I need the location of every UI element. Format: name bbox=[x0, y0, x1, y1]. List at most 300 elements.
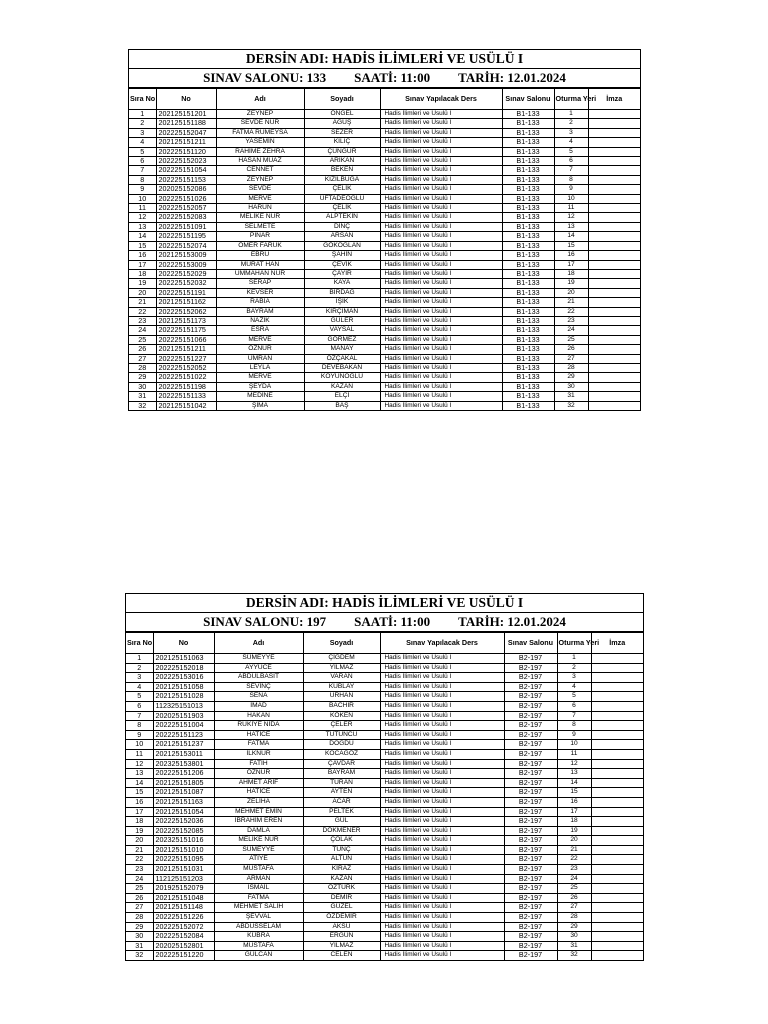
table-row bbox=[129, 138, 640, 147]
table-row bbox=[126, 913, 643, 923]
cell-order: 27 bbox=[126, 903, 153, 913]
cell-signature bbox=[591, 836, 643, 846]
cell-room: B2-197 bbox=[504, 797, 557, 807]
cell-name: SERAP bbox=[216, 279, 304, 288]
cell-order: 21 bbox=[126, 845, 153, 855]
cell-signature bbox=[588, 128, 640, 137]
cell-order: 12 bbox=[126, 759, 153, 769]
cell-signature bbox=[588, 345, 640, 354]
cell-order: 28 bbox=[129, 363, 156, 372]
cell-surname: KILIÇ bbox=[304, 138, 380, 147]
cell-course: Hadis İlimleri ve Usulü I bbox=[380, 941, 504, 951]
cell-seat: 9 bbox=[554, 185, 588, 194]
col-header-seat: Oturma Yeri bbox=[557, 633, 591, 654]
cell-seat: 22 bbox=[554, 307, 588, 316]
cell-surname: BİRDAĞ bbox=[304, 288, 380, 297]
cell-course: Hadis İlimleri ve Usulü I bbox=[380, 241, 502, 250]
cell-course: Hadis İlimleri ve Usulü I bbox=[380, 817, 504, 827]
cell-room: B1-133 bbox=[502, 260, 554, 269]
table-row bbox=[126, 730, 643, 740]
table-row bbox=[126, 855, 643, 865]
cell-no: 202125151054 bbox=[153, 807, 214, 817]
exam-sheet-2 bbox=[125, 593, 644, 961]
cell-surname: ALPTEKİN bbox=[304, 213, 380, 222]
cell-room: B2-197 bbox=[504, 730, 557, 740]
cell-no: 202125151028 bbox=[153, 692, 214, 702]
cell-name: ÖZNUR bbox=[214, 769, 303, 779]
cell-name: MEHMET SALİH bbox=[214, 903, 303, 913]
cell-seat: 31 bbox=[554, 392, 588, 401]
cell-room: B1-133 bbox=[502, 382, 554, 391]
cell-course: Hadis İlimleri ve Usulü I bbox=[380, 345, 502, 354]
cell-signature bbox=[591, 711, 643, 721]
cell-order: 27 bbox=[129, 354, 156, 363]
cell-room: B1-133 bbox=[502, 316, 554, 325]
cell-no: 202225151022 bbox=[156, 373, 216, 382]
cell-surname: ÇAYIR bbox=[304, 269, 380, 278]
cell-course: Hadis İlimleri ve Usulü I bbox=[380, 363, 502, 372]
cell-course: Hadis İlimleri ve Usulü I bbox=[380, 663, 504, 673]
cell-name: CENNET bbox=[216, 166, 304, 175]
header-row bbox=[126, 633, 643, 654]
cell-course: Hadis İlimleri ve Usulü I bbox=[380, 326, 502, 335]
cell-room: B2-197 bbox=[504, 845, 557, 855]
cell-no: 202125151805 bbox=[153, 778, 214, 788]
cell-name: NAZIK bbox=[216, 316, 304, 325]
cell-order: 31 bbox=[129, 392, 156, 401]
cell-order: 7 bbox=[129, 166, 156, 175]
cell-surname: TURAN bbox=[303, 778, 380, 788]
cell-surname: ÖZÇAKAL bbox=[304, 354, 380, 363]
cell-signature bbox=[588, 166, 640, 175]
cell-seat: 7 bbox=[557, 711, 591, 721]
cell-room: B2-197 bbox=[504, 903, 557, 913]
cell-seat: 2 bbox=[554, 119, 588, 128]
cell-order: 20 bbox=[129, 288, 156, 297]
cell-signature bbox=[591, 893, 643, 903]
cell-seat: 6 bbox=[554, 157, 588, 166]
cell-surname: KIZILBUĞA bbox=[304, 175, 380, 184]
cell-surname: ÖZTÜRK bbox=[303, 884, 380, 894]
cell-surname: ACAR bbox=[303, 797, 380, 807]
cell-course: Hadis İlimleri ve Usulü I bbox=[380, 740, 504, 750]
cell-name: SEVDE NUR bbox=[216, 119, 304, 128]
cell-signature bbox=[591, 749, 643, 759]
header-row bbox=[129, 89, 640, 110]
table-row bbox=[126, 951, 643, 960]
cell-room: B1-133 bbox=[502, 345, 554, 354]
cell-signature bbox=[588, 373, 640, 382]
cell-room: B1-133 bbox=[502, 279, 554, 288]
cell-surname: ÖNGEL bbox=[304, 110, 380, 119]
cell-surname: AYTEN bbox=[303, 788, 380, 798]
cell-seat: 7 bbox=[554, 166, 588, 175]
cell-signature bbox=[591, 759, 643, 769]
cell-surname: IŞIK bbox=[304, 298, 380, 307]
cell-seat: 12 bbox=[557, 759, 591, 769]
cell-signature bbox=[591, 663, 643, 673]
cell-course: Hadis İlimleri ve Usulü I bbox=[380, 204, 502, 213]
cell-surname: SEZER bbox=[304, 128, 380, 137]
cell-room: B1-133 bbox=[502, 204, 554, 213]
cell-name: FATMA bbox=[214, 740, 303, 750]
cell-no: 112325151013 bbox=[153, 701, 214, 711]
cell-seat: 23 bbox=[554, 316, 588, 325]
cell-no: 202225151066 bbox=[156, 335, 216, 344]
cell-room: B1-133 bbox=[502, 138, 554, 147]
cell-room: B1-133 bbox=[502, 185, 554, 194]
cell-course: Hadis İlimleri ve Usulü I bbox=[380, 298, 502, 307]
cell-surname: ÇUNGUR bbox=[304, 147, 380, 156]
cell-signature bbox=[588, 119, 640, 128]
col-header-room: Sınav Salonu bbox=[502, 89, 554, 110]
table-row bbox=[129, 213, 640, 222]
cell-seat: 13 bbox=[554, 222, 588, 231]
cell-course: Hadis İlimleri ve Usulü I bbox=[380, 401, 502, 410]
cell-course: Hadis İlimleri ve Usulü I bbox=[380, 251, 502, 260]
cell-room: B1-133 bbox=[502, 222, 554, 231]
cell-name: ESRA bbox=[216, 326, 304, 335]
cell-room: B1-133 bbox=[502, 354, 554, 363]
col-header-no: No bbox=[156, 89, 216, 110]
cell-surname: ARSAN bbox=[304, 232, 380, 241]
cell-no: 202225152084 bbox=[153, 932, 214, 942]
cell-signature bbox=[588, 354, 640, 363]
table-row bbox=[129, 373, 640, 382]
cell-order: 16 bbox=[129, 251, 156, 260]
cell-seat: 11 bbox=[557, 749, 591, 759]
cell-course: Hadis İlimleri ve Usulü I bbox=[380, 807, 504, 817]
cell-order: 3 bbox=[126, 673, 153, 683]
cell-room: B2-197 bbox=[504, 673, 557, 683]
col-header-seat: Oturma Yeri bbox=[554, 89, 588, 110]
cell-seat: 13 bbox=[557, 769, 591, 779]
cell-room: B1-133 bbox=[502, 166, 554, 175]
cell-name: SELMETE bbox=[216, 222, 304, 231]
cell-seat: 16 bbox=[557, 797, 591, 807]
cell-room: B1-133 bbox=[502, 392, 554, 401]
cell-name: BAYRAM bbox=[216, 307, 304, 316]
cell-course: Hadis İlimleri ve Usulü I bbox=[380, 260, 502, 269]
cell-no: 202225151004 bbox=[153, 721, 214, 731]
table-row bbox=[126, 721, 643, 731]
cell-course: Hadis İlimleri ve Usulü I bbox=[380, 845, 504, 855]
cell-surname: VARAN bbox=[303, 673, 380, 683]
table-row bbox=[126, 903, 643, 913]
cell-room: B2-197 bbox=[504, 721, 557, 731]
cell-name: DAMLA bbox=[214, 826, 303, 836]
cell-order: 11 bbox=[129, 204, 156, 213]
cell-order: 28 bbox=[126, 913, 153, 923]
cell-name: ÖMER FARUK bbox=[216, 241, 304, 250]
cell-surname: KOCAGÖZ bbox=[303, 749, 380, 759]
cell-seat: 17 bbox=[554, 260, 588, 269]
cell-room: B1-133 bbox=[502, 194, 554, 203]
cell-name: ZEYNEP bbox=[216, 110, 304, 119]
cell-course: Hadis İlimleri ve Usulü I bbox=[380, 865, 504, 875]
cell-no: 202225151054 bbox=[156, 166, 216, 175]
cell-no: 202225151153 bbox=[156, 175, 216, 184]
cell-name: SENA bbox=[214, 692, 303, 702]
cell-order: 10 bbox=[126, 740, 153, 750]
cell-seat: 5 bbox=[557, 692, 591, 702]
cell-room: B2-197 bbox=[504, 884, 557, 894]
cell-course: Hadis İlimleri ve Usulü I bbox=[380, 913, 504, 923]
cell-room: B1-133 bbox=[502, 128, 554, 137]
cell-seat: 31 bbox=[557, 941, 591, 951]
cell-room: B1-133 bbox=[502, 213, 554, 222]
cell-seat: 1 bbox=[554, 110, 588, 119]
cell-surname: DOĞDU bbox=[303, 740, 380, 750]
cell-signature bbox=[588, 147, 640, 156]
table-row bbox=[126, 778, 643, 788]
cell-seat: 32 bbox=[554, 401, 588, 410]
cell-seat: 26 bbox=[554, 345, 588, 354]
col-header-surname: Soyadı bbox=[304, 89, 380, 110]
cell-surname: KAZAN bbox=[303, 874, 380, 884]
cell-seat: 15 bbox=[557, 788, 591, 798]
cell-order: 1 bbox=[129, 110, 156, 119]
cell-order: 26 bbox=[129, 345, 156, 354]
cell-order: 5 bbox=[126, 692, 153, 702]
cell-name: FATİH bbox=[214, 759, 303, 769]
cell-room: B1-133 bbox=[502, 175, 554, 184]
cell-no: 202225151175 bbox=[156, 326, 216, 335]
cell-no: 202225152023 bbox=[156, 157, 216, 166]
cell-no: 202225152072 bbox=[153, 922, 214, 932]
cell-no: 202225151198 bbox=[156, 382, 216, 391]
course-title: DERSİN ADI: HADİS İLİMLERİ VE USÜLÜ I bbox=[126, 594, 643, 613]
cell-surname: ÖZDEMİR bbox=[303, 913, 380, 923]
cell-order: 24 bbox=[126, 874, 153, 884]
cell-order: 12 bbox=[129, 213, 156, 222]
cell-signature bbox=[591, 778, 643, 788]
cell-no: 202025151903 bbox=[153, 711, 214, 721]
cell-room: B2-197 bbox=[504, 654, 557, 664]
cell-signature bbox=[588, 251, 640, 260]
exam-info-row bbox=[129, 69, 640, 88]
cell-no: 202125151148 bbox=[153, 903, 214, 913]
cell-seat: 11 bbox=[554, 204, 588, 213]
cell-surname: ÇELER bbox=[303, 721, 380, 731]
cell-name: AHMET ARİF bbox=[214, 778, 303, 788]
cell-signature bbox=[588, 269, 640, 278]
cell-name: MUSTAFA bbox=[214, 865, 303, 875]
cell-signature bbox=[588, 401, 640, 410]
cell-seat: 22 bbox=[557, 855, 591, 865]
cell-no: 202125153011 bbox=[153, 749, 214, 759]
cell-surname: KÖKEN bbox=[303, 711, 380, 721]
cell-no: 202125151031 bbox=[153, 865, 214, 875]
cell-order: 7 bbox=[126, 711, 153, 721]
cell-signature bbox=[588, 392, 640, 401]
cell-no: 202225151026 bbox=[156, 194, 216, 203]
cell-seat: 28 bbox=[554, 363, 588, 372]
cell-room: B1-133 bbox=[502, 363, 554, 372]
cell-course: Hadis İlimleri ve Usulü I bbox=[380, 673, 504, 683]
cell-seat: 12 bbox=[554, 213, 588, 222]
cell-name: FATMA RUMEYSA bbox=[216, 128, 304, 137]
cell-no: 202225151191 bbox=[156, 288, 216, 297]
cell-room: B2-197 bbox=[504, 663, 557, 673]
cell-no: 202225151227 bbox=[156, 354, 216, 363]
cell-surname: ÇİĞDEM bbox=[303, 654, 380, 664]
cell-signature bbox=[588, 194, 640, 203]
table-row bbox=[129, 260, 640, 269]
table-row bbox=[126, 884, 643, 894]
cell-room: B2-197 bbox=[504, 711, 557, 721]
cell-course: Hadis İlimleri ve Usulü I bbox=[380, 185, 502, 194]
cell-seat: 30 bbox=[554, 382, 588, 391]
cell-no: 202225151120 bbox=[156, 147, 216, 156]
exam-room: SINAV SALONU: 197 bbox=[203, 614, 327, 629]
cell-room: B1-133 bbox=[502, 251, 554, 260]
col-header-course: Sınav Yapılacak Ders bbox=[380, 633, 504, 654]
cell-room: B2-197 bbox=[504, 951, 557, 960]
cell-signature bbox=[588, 260, 640, 269]
cell-seat: 26 bbox=[557, 893, 591, 903]
cell-order: 17 bbox=[126, 807, 153, 817]
cell-order: 11 bbox=[126, 749, 153, 759]
col-header-order: Sıra No bbox=[126, 633, 153, 654]
cell-room: B2-197 bbox=[504, 913, 557, 923]
cell-room: B1-133 bbox=[502, 288, 554, 297]
cell-signature bbox=[588, 204, 640, 213]
cell-surname: CELEN bbox=[303, 951, 380, 960]
cell-course: Hadis İlimleri ve Usulü I bbox=[380, 874, 504, 884]
cell-name: EBRU bbox=[216, 251, 304, 260]
cell-signature bbox=[588, 298, 640, 307]
cell-order: 23 bbox=[129, 316, 156, 325]
cell-order: 30 bbox=[129, 382, 156, 391]
cell-surname: ÇOLAK bbox=[303, 836, 380, 846]
cell-seat: 18 bbox=[554, 269, 588, 278]
cell-seat: 27 bbox=[557, 903, 591, 913]
cell-order: 9 bbox=[129, 185, 156, 194]
cell-room: B1-133 bbox=[502, 157, 554, 166]
cell-signature bbox=[591, 721, 643, 731]
table-row bbox=[126, 922, 643, 932]
cell-seat: 18 bbox=[557, 817, 591, 827]
cell-surname: YILMAZ bbox=[303, 663, 380, 673]
cell-seat: 8 bbox=[554, 175, 588, 184]
cell-name: ŞİMA bbox=[216, 401, 304, 410]
cell-no: 202225152083 bbox=[156, 213, 216, 222]
cell-name: ABDULBASIT bbox=[214, 673, 303, 683]
table-row bbox=[126, 893, 643, 903]
cell-signature bbox=[591, 951, 643, 960]
table-row bbox=[126, 749, 643, 759]
cell-surname: ELÇİ bbox=[304, 392, 380, 401]
cell-name: AYYÜCE bbox=[214, 663, 303, 673]
cell-surname: ÜFTADEOĞLU bbox=[304, 194, 380, 203]
cell-room: B1-133 bbox=[502, 307, 554, 316]
student-rows bbox=[129, 110, 640, 411]
cell-room: B2-197 bbox=[504, 682, 557, 692]
cell-seat: 16 bbox=[554, 251, 588, 260]
cell-surname: TUTUNCU bbox=[303, 730, 380, 740]
cell-course: Hadis İlimleri ve Usulü I bbox=[380, 110, 502, 119]
cell-no: 202125151087 bbox=[153, 788, 214, 798]
cell-order: 14 bbox=[129, 232, 156, 241]
cell-order: 14 bbox=[126, 778, 153, 788]
cell-seat: 19 bbox=[554, 279, 588, 288]
cell-name: ZEYNEP bbox=[216, 175, 304, 184]
cell-name: ŞEYDA bbox=[216, 382, 304, 391]
cell-surname: KUBLAY bbox=[303, 682, 380, 692]
cell-surname: KOYUNOĞLU bbox=[304, 373, 380, 382]
cell-course: Hadis İlimleri ve Usulü I bbox=[380, 711, 504, 721]
exam-room: SINAV SALONU: 133 bbox=[203, 70, 327, 85]
cell-room: B2-197 bbox=[504, 740, 557, 750]
cell-name: ATİYE bbox=[214, 855, 303, 865]
cell-course: Hadis İlimleri ve Usulü I bbox=[380, 749, 504, 759]
cell-seat: 23 bbox=[557, 865, 591, 875]
cell-no: 202125151063 bbox=[153, 654, 214, 664]
table-row bbox=[126, 654, 643, 664]
cell-no: 202225152036 bbox=[153, 817, 214, 827]
cell-name: İBRAHİM EREN bbox=[214, 817, 303, 827]
cell-signature bbox=[588, 138, 640, 147]
exam-date: TARİH: 12.01.2024 bbox=[458, 614, 566, 629]
cell-room: B1-133 bbox=[502, 373, 554, 382]
cell-signature bbox=[591, 788, 643, 798]
cell-seat: 6 bbox=[557, 701, 591, 711]
cell-name: GÜLCAN bbox=[214, 951, 303, 960]
cell-signature bbox=[591, 903, 643, 913]
cell-course: Hadis İlimleri ve Usulü I bbox=[380, 354, 502, 363]
cell-name: ABDUSSELAM bbox=[214, 922, 303, 932]
cell-course: Hadis İlimleri ve Usulü I bbox=[380, 232, 502, 241]
cell-seat: 4 bbox=[557, 682, 591, 692]
cell-room: B2-197 bbox=[504, 874, 557, 884]
cell-course: Hadis İlimleri ve Usulü I bbox=[380, 307, 502, 316]
table-row bbox=[129, 326, 640, 335]
table-row bbox=[129, 298, 640, 307]
cell-no: 202125151237 bbox=[153, 740, 214, 750]
cell-name: SEVİNÇ bbox=[214, 682, 303, 692]
cell-seat: 28 bbox=[557, 913, 591, 923]
table-row bbox=[126, 740, 643, 750]
col-header-no: No bbox=[153, 633, 214, 654]
table-row bbox=[126, 788, 643, 798]
cell-no: 202225153009 bbox=[156, 260, 216, 269]
cell-room: B2-197 bbox=[504, 893, 557, 903]
cell-signature bbox=[588, 110, 640, 119]
cell-seat: 14 bbox=[557, 778, 591, 788]
cell-signature bbox=[588, 157, 640, 166]
cell-name: MUSTAFA bbox=[214, 941, 303, 951]
cell-no: 202125151042 bbox=[156, 401, 216, 410]
cell-signature bbox=[588, 335, 640, 344]
cell-no: 202225152018 bbox=[153, 663, 214, 673]
cell-course: Hadis İlimleri ve Usulü I bbox=[380, 692, 504, 702]
cell-name: İSMAİL bbox=[214, 884, 303, 894]
cell-no: 202125151173 bbox=[156, 316, 216, 325]
table-row bbox=[126, 759, 643, 769]
cell-no: 202225151220 bbox=[153, 951, 214, 960]
student-table bbox=[129, 88, 640, 410]
cell-surname: PELTEK bbox=[303, 807, 380, 817]
cell-no: 202125151010 bbox=[153, 845, 214, 855]
cell-surname: BACHIR bbox=[303, 701, 380, 711]
cell-room: B2-197 bbox=[504, 855, 557, 865]
col-header-signature: İmza bbox=[588, 89, 640, 110]
cell-room: B2-197 bbox=[504, 817, 557, 827]
cell-name: YASEMİN bbox=[216, 138, 304, 147]
cell-course: Hadis İlimleri ve Usulü I bbox=[380, 288, 502, 297]
cell-surname: GÜZEL bbox=[303, 903, 380, 913]
